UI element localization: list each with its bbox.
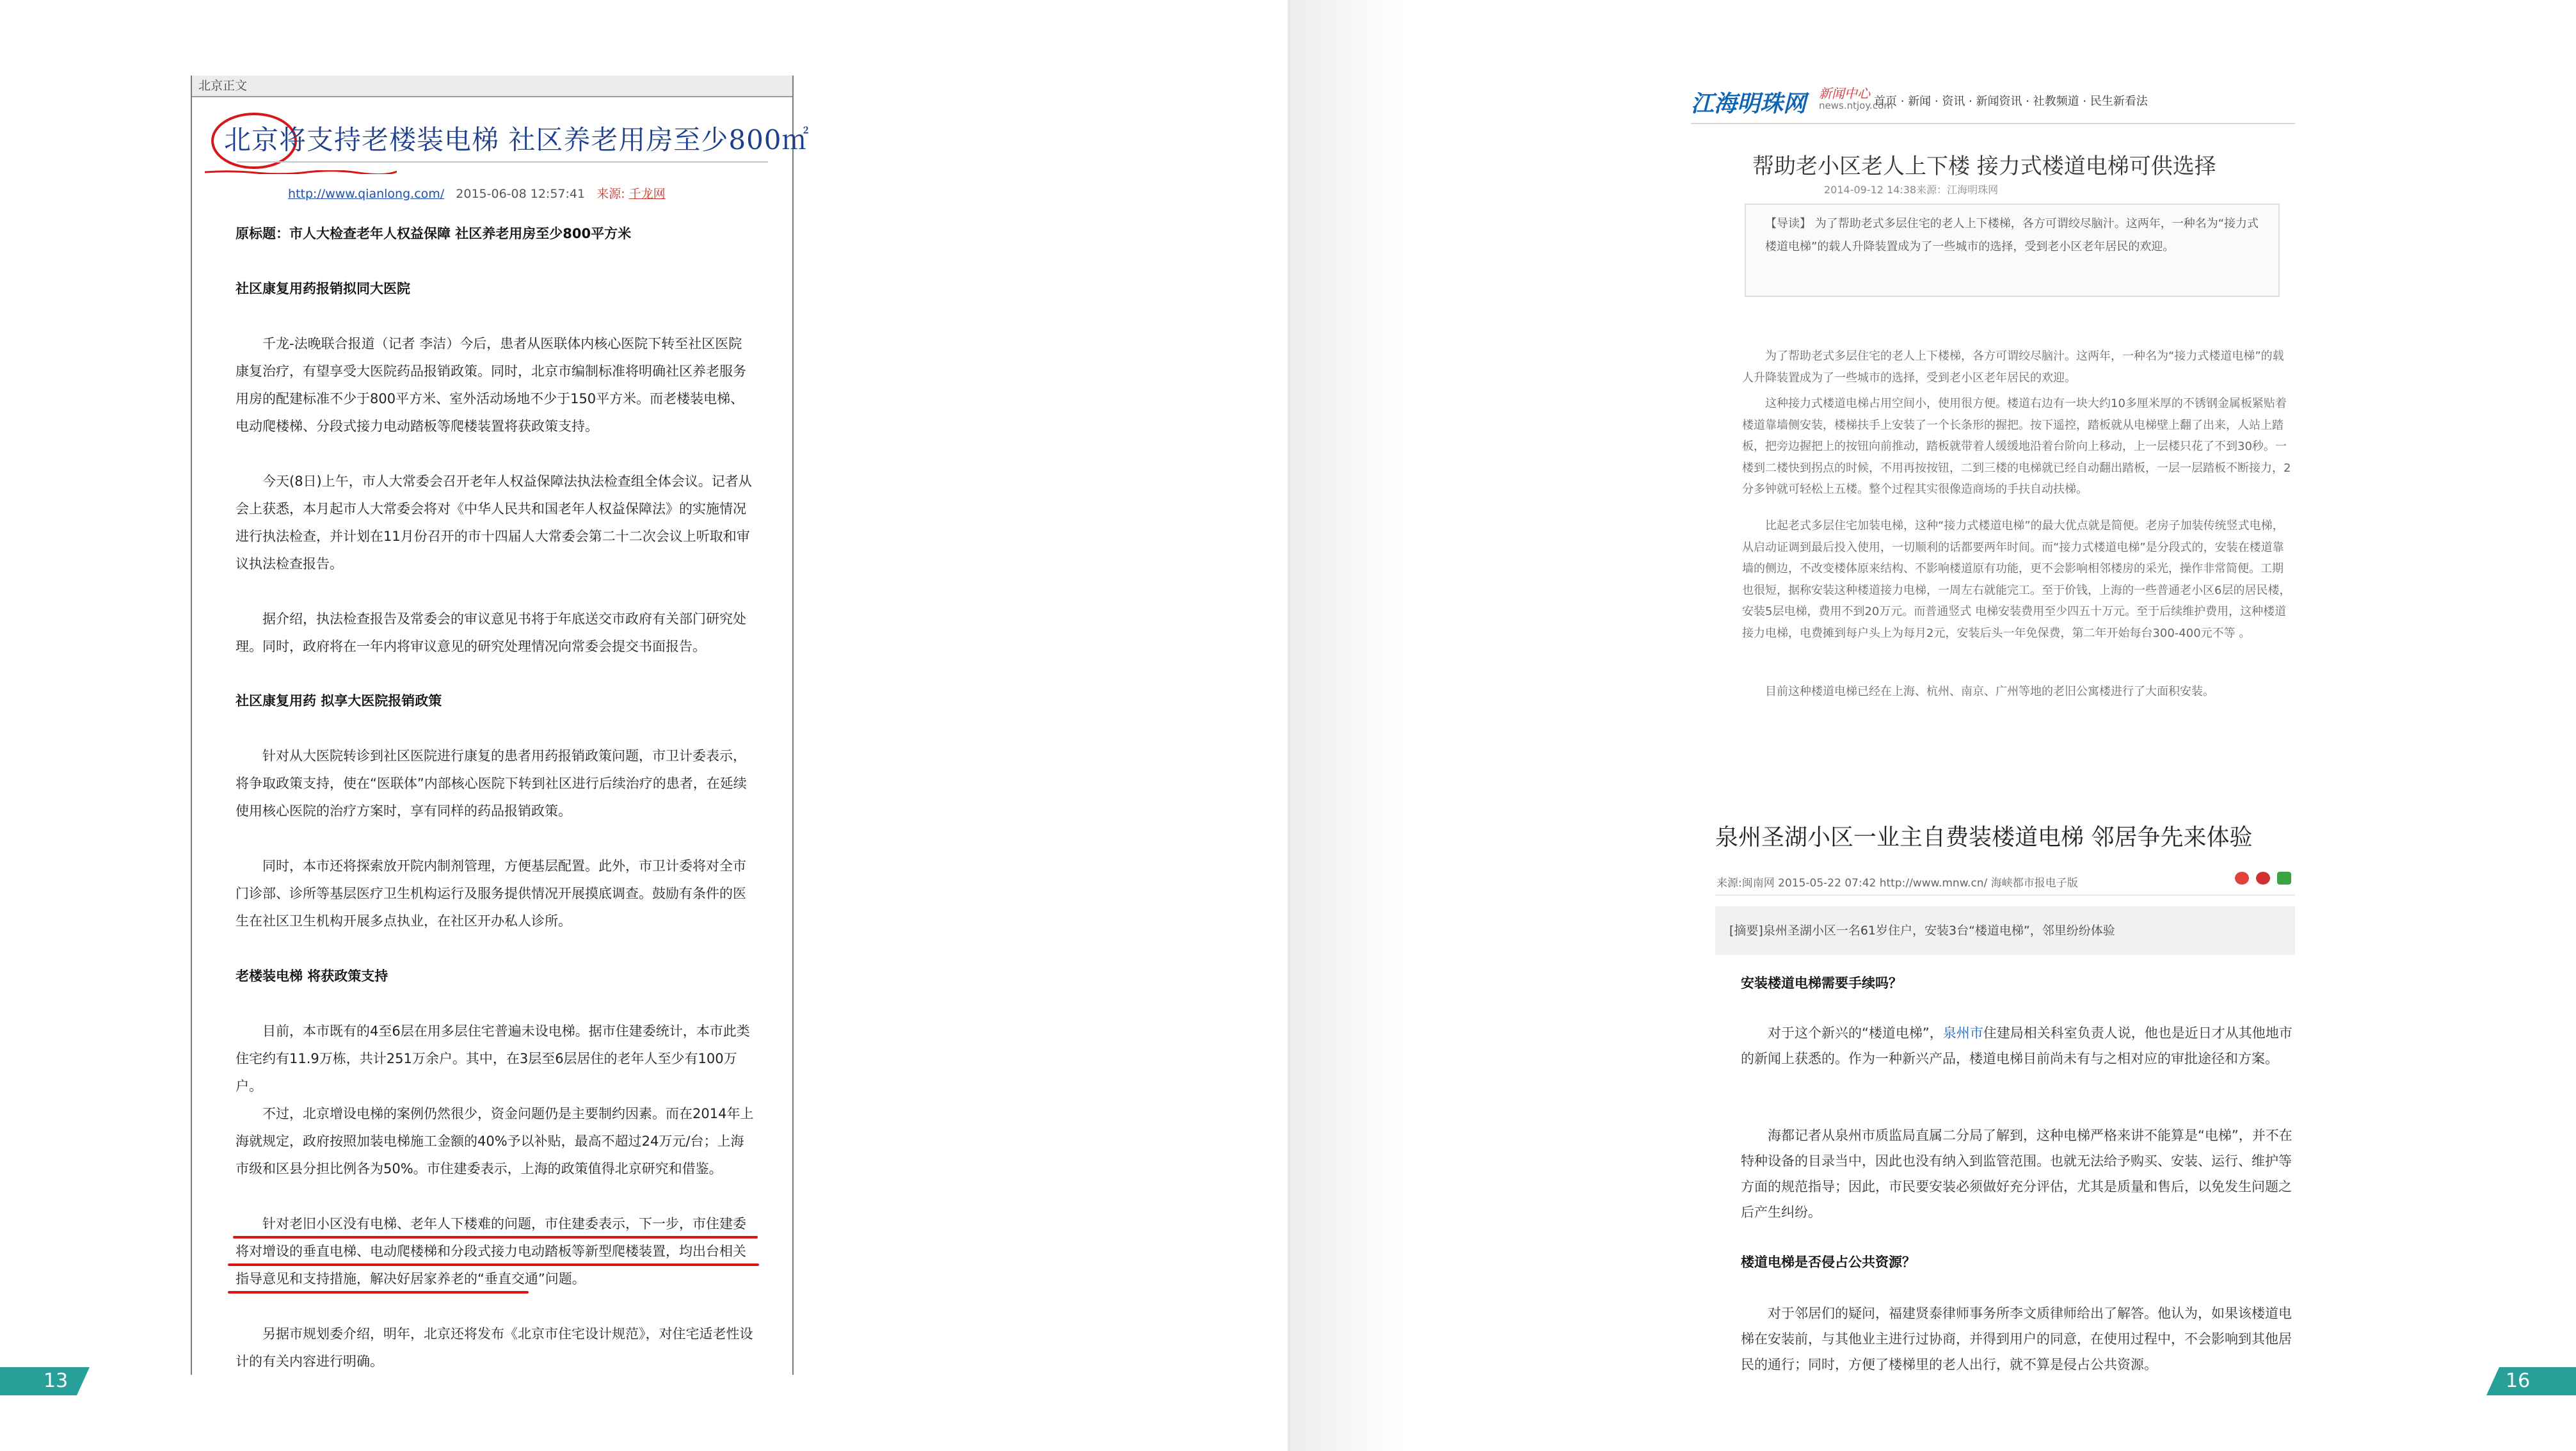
article-datetime: 2015-06-08 12:57:41 xyxy=(456,187,586,201)
section-heading: 社区康复用药报销拟同大医院 xyxy=(236,281,410,296)
text-run: 住建局相关科室负责人说，他也是近日才从其他地市的新闻上获悉的。作为一种新兴产品，楼道电梯目前尚未有与之相对应的审批途径和方案。 xyxy=(1741,1025,2292,1066)
page-number-tab-tip xyxy=(2486,1367,2499,1395)
page-number: 13 xyxy=(44,1370,68,1392)
annotation-underline xyxy=(228,1291,529,1294)
tencent-share-icon[interactable] xyxy=(2256,872,2270,885)
paragraph: 不过，北京增设电梯的案例仍然很少，资金问题仍是主要制约因素。而在2014年上海就规定，政府按照加装电梯施工金额的40%予以补贴，最高不超过24万元/台；上海市级和区县分担比例各为50%。市住建委表示，上海的政策值得北京研究和借鉴。 xyxy=(236,1106,754,1176)
text-run: 对于这个新兴的“楼道电梯”， xyxy=(1768,1025,1943,1041)
paragraph xyxy=(1741,1020,2295,1071)
paragraph: 目前这种楼道电梯已经在上海、杭州、南京、广州等地的老旧公寓楼进行了大面积安装。 xyxy=(1765,685,2214,698)
page-number-left xyxy=(0,1367,90,1395)
article-title: 帮助老小区老人上下楼 接力式楼道电梯可供选择 xyxy=(1752,154,2216,179)
news-clipping-left xyxy=(191,76,810,1375)
clipping-header: 北京正文 xyxy=(192,76,792,97)
question-heading: 安装楼道电梯需要手续吗？ xyxy=(1741,975,1902,991)
article-meta xyxy=(288,184,666,202)
article-guide-box: 【导读】 为了帮助老式多层住宅的老人上下楼梯，各方可谓绞尽脑汁。这两年，一种名为“接力式楼道电梯”的载人升降装置成为了一些城市的选择，受到老小区老年居民的欢迎。 xyxy=(1745,204,2280,297)
place-link[interactable]: 泉州市 xyxy=(1942,1025,1983,1041)
paragraph: 比起老式多层住宅加装电梯，这种“接力式楼道电梯”的最大优点就是简便。老房子加装传统竖式电梯，从启动证调到最后投入使用，一切顺利的话都要两年时间。而“接力式楼道电梯”是分段式的，安装在楼道靠墙的侧边，不改变楼体原来结构、不影响楼道原有功能，更不会影响相邻楼房的采光，操作非常简便。工期也很短，据称安装这种楼道接力电梯，一周左右就能完工。至于价钱，上海的一些普通老小区6层的居民楼，安装5层电梯，费用不到20万元。而普通竖式 电梯安装费用至少四五十万元。至于后续维护费用，这种楼道接力电梯，电费摊到每户头上为每月2元，安装后头一年免保费，第二年开始每台300-400元不等 。 xyxy=(1742,519,2291,640)
paragraph: 同时，本市还将探索放开院内制剂管理，方便基层配置。此外，市卫计委将对全市门诊部、诊所等基层医疗卫生机构运行及服务提供情况开展摸底调查。鼓励有条件的医生在社区卫生机构开展多点执业，在社区开办私人诊所。 xyxy=(236,858,746,929)
article-meta: 来源:闽南网 2015-05-22 07:42 http://www.mnw.cn/ 海峡都市报电子版 xyxy=(1716,877,2078,890)
highlighted-paragraph: 针对老旧小区没有电梯、老年人下楼难的问题，市住建委表示，下一步，市住建委将对增设的垂直电梯、电动爬楼梯和分段式接力电动踏板等新型爬楼装置，均出台相关指导意见和支持措施，解决好居家养老的“垂直交通”问题。 xyxy=(236,1216,746,1287)
paragraph: 海都记者从泉州市质监局直属二分局了解到，这种电梯严格来讲不能算是“电梯”，并不在特种设备的目录当中，因此也没有纳入到监管范围。也就无法给予购买、安装、运行、维护等方面的规范指导；因此，市民要安装必须做好充分评估，尤其是质量和售后，以免发生问题之后产生纠纷。 xyxy=(1741,1128,2292,1220)
paragraph: 千龙-法晚联合报道（记者 李洁）今后，患者从医联体内核心医院下转至社区医院康复治疗，有望享受大医院药品报销政策。同时，北京市编制标准将明确社区养老服务用房的配建标准不少于800平方米、室外活动场地不少于150平方米。而老楼装电梯、电动爬楼梯、分段式接力电动踏板等爬楼装置将获政策支持。 xyxy=(236,336,746,434)
paragraph: 另据市规划委介绍，明年，北京还将发布《北京市住宅设计规范》，对住宅适老性设计的有关内容进行明确。 xyxy=(236,1326,753,1369)
page-number-tab-tip xyxy=(77,1367,90,1395)
paragraph: 为了帮助老式多层住宅的老人上下楼梯，各方可谓绞尽脑汁。这两年，一种名为“接力式楼道电梯”的载人升降装置成为了一些城市的选择，受到老小区老年居民的欢迎。 xyxy=(1742,349,2284,385)
source-url-link[interactable]: http://www.qianlong.com/ xyxy=(288,187,445,201)
page-number-right xyxy=(2486,1367,2576,1395)
question-heading: 楼道电梯是否侵占公共资源？ xyxy=(1741,1255,1916,1270)
share-icons[interactable] xyxy=(2231,872,2291,887)
page-number: 16 xyxy=(2506,1370,2531,1392)
page-shadow xyxy=(1290,0,1405,1451)
paragraph: 今天(8日)上午，市人大常委会召开老年人权益保障法执法检查组全体会议。记者从会上获悉，本月起市人大常委会将对《中华人民共和国老年人权益保障法》的实施情况进行执法检查，并计划在11月份召开的市十四届人大常委会第二十二次会议上听取和审议执法检查报告。 xyxy=(236,474,752,572)
wechat-share-icon[interactable] xyxy=(2277,872,2291,885)
paragraph: 目前，本市既有的4至6层在用多层住宅普遍未设电梯。据市住建委统计，本市此类住宅约有11.9万栋，共计251万余户。其中，在3层至6层居住的老年人至少有100万户。 xyxy=(236,1023,750,1094)
site-url: news.ntjoy.com xyxy=(1819,100,1893,111)
article-abstract: [摘要]泉州圣湖小区一名61岁住户，安装3台“楼道电梯”，邻里纷纷体验 xyxy=(1715,906,2295,955)
title-divider xyxy=(237,161,768,163)
original-title-line: 原标题：市人大检查老年人权益保障 社区养老用房至少800平方米 xyxy=(236,226,632,241)
weibo-share-icon[interactable] xyxy=(2235,872,2249,885)
paragraph: 这种接力式楼道电梯占用空间小，使用很方便。楼道右边有一块大约10多厘米厚的不锈钢金属板紧贴着楼道靠墙侧安装，楼梯扶手上安装了一个长条形的握把。按下遥控，踏板就从电梯壁上翻了出来，人站上踏板，把旁边握把上的按钮向前推动，踏板就带着人缓缓地沿着台阶向上移动，上一层楼只花了不到30秒。一楼到二楼快到拐点的时候，不用再按按钮，二到三楼的电梯就已经自动翻出踏板，一层一层踏板不断接力，2分多钟就可轻松上五楼。整个过程其实很像造商场的手扶自动扶梯。 xyxy=(1742,397,2291,496)
section-heading: 社区康复用药 拟享大医院报销政策 xyxy=(236,693,442,709)
paragraph: 对于邻居们的疑问，福建贤泰律师事务所李文质律师给出了解答。他认为，如果该楼道电梯在安装前，与其他业主进行过协商，并得到用户的同意，在使用过程中，不会影响到其他居民的通行；同时，方便了楼梯里的老人出行，就不算是侵占公共资源。 xyxy=(1741,1306,2292,1372)
section-heading: 老楼装电梯 将获政策支持 xyxy=(236,968,388,984)
site-subtitle: 新闻中心 xyxy=(1819,86,1870,101)
article-title: 北京将支持老楼装电梯 社区养老用房至少800㎡ xyxy=(224,124,810,156)
site-nav[interactable]: 首页 · 新闻 · 资讯 · 新闻资讯 · 社教频道 · 民生新看法 xyxy=(1874,95,2148,108)
paragraph: 针对从大医院转诊到社区医院进行康复的患者用药报销政策问题，市卫计委表示，将争取政策支持，使在“医联体”内部核心医院下转到社区进行后续治疗的患者，在延续使用核心医院的治疗方案时，享有同样的药品报销政策。 xyxy=(236,748,747,819)
source-link[interactable]: 千龙网 xyxy=(628,187,666,201)
news-site-banner xyxy=(1691,77,2295,124)
article-title: 泉州圣湖小区一业主自费装楼道电梯 邻居争先来体验 xyxy=(1715,824,2253,851)
article-date: 2014-09-12 14:38来源：江海明珠网 xyxy=(1824,184,1999,196)
annotation-scribble xyxy=(205,170,397,174)
site-logo: 江海明珠网 xyxy=(1691,91,1807,117)
source-label: 来源: xyxy=(596,187,625,201)
annotation-underline xyxy=(233,1236,758,1239)
annotation-underline xyxy=(228,1263,759,1266)
paragraph: 据介绍，执法检查报告及常委会的审议意见书将于年底送交市政府有关部门研究处理。同时，政府将在一年内将审议意见的研究处理情况向常委会提交书面报告。 xyxy=(236,611,746,654)
